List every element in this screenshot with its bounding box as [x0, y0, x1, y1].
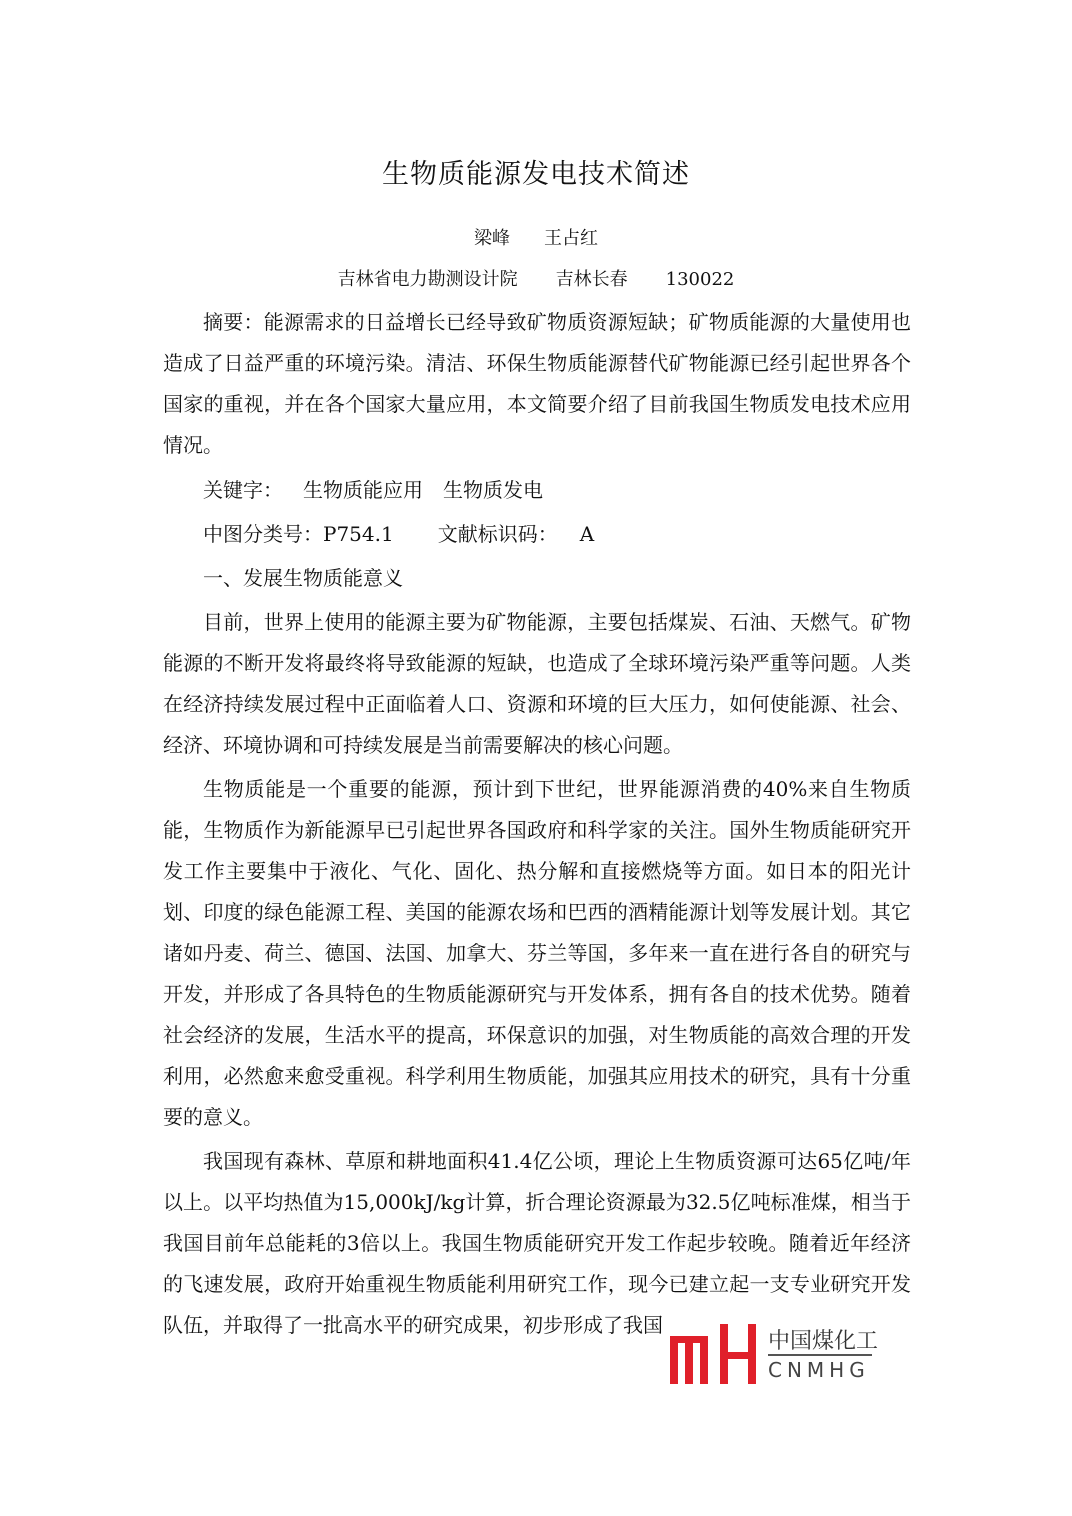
abstract: 摘要：能源需求的日益增长已经导致矿物质资源短缺；矿物质能源的大量使用也造成了日益严重的环境污染。清洁、环保生物质能源替代矿物能源已经引起世界各个国家的重视，并在各个国家大量应用，本文简要介绍了目前我国生物质发电技术应用情况。 [163, 310, 911, 457]
doc-code-value: A [579, 522, 595, 546]
section-heading: 一、发展生物质能意义 [203, 566, 403, 590]
affiliation [0, 265, 1072, 291]
affiliation-postcode: 130022 [665, 269, 735, 290]
watermark-divider [768, 1354, 872, 1356]
keyword: 生物质发电 [443, 478, 543, 502]
paragraph: 生物质能是一个重要的能源，预计到下世纪，世界能源消费的40%来自生物质能，生物质作为新能源早已引起世界各国政府和科学家的关注。国外生物质能研究开发工作主要集中于液化、气化、固化、热分解和直接燃烧等方面。如日本的阳光计划、印度的绿色能源工程、美国的能源农场和巴西的酒精能源计划等发展计划。其它诸如丹麦、荷兰、德国、法国、加拿大、芬兰等国，多年来一直在进行各自的研究与开发，并形成了各具特色的生物质能源研究与开发体系，拥有各自的技术优势。随着社会经济的发展，生活水平的提高，环保意识的加强，对生物质能的高效合理的开发利用，必然愈来愈受重视。科学利用生物质能，加强其应用技术的研究，具有十分重要的意义。 [163, 777, 911, 1129]
paper-title: 生物质能源发电技术简述 [382, 159, 690, 190]
paper-body [163, 302, 911, 1346]
watermark-logo [668, 1318, 878, 1388]
affiliation-city: 吉林长春 [555, 269, 628, 290]
watermark-name-cn: 中国煤化工 [768, 1329, 879, 1354]
mh-logo-icon [668, 1318, 768, 1388]
classification [163, 514, 911, 555]
classification-value: P754.1 [323, 522, 394, 546]
watermark-name-en: CNMHG [768, 1358, 870, 1382]
keywords [163, 470, 911, 511]
author-list [0, 224, 1072, 250]
author-name: 王占红 [544, 228, 598, 249]
affiliation-institute: 吉林省电力勘测设计院 [337, 269, 518, 290]
classification-label: 中图分类号： [203, 522, 323, 546]
doc-code-label: 文献标识码： [437, 522, 558, 546]
keywords-label: 关键字： [203, 478, 283, 502]
keyword: 生物质能应用 [303, 478, 423, 502]
paragraph: 我国现有森林、草原和耕地面积41.4亿公顷，理论上生物质资源可达65亿吨/年以上。以平均热值为15,000kJ/kg计算，折合理论资源最为32.5亿吨标准煤，相当于我国目前年总能耗的3倍以上。我国生物质能研究开发工作起步较晚。随着近年经济的飞速发展，政府开始重视生物质能利用研究工作，现今已建立起一支专业研究开发队伍，并取得了一批高水平的研究成果，初步形成了我国 [163, 1149, 911, 1337]
paragraph: 目前，世界上使用的能源主要为矿物能源，主要包括煤炭、石油、天燃气。矿物能源的不断开发将最终将导致能源的短缺，也造成了全球环境污染严重等问题。人类在经济持续发展过程中正面临着人口、资源和环境的巨大压力，如何使能源、社会、经济、环境协调和可持续发展是当前需要解决的核心问题。 [163, 610, 911, 757]
author-name: 梁峰 [474, 228, 510, 249]
